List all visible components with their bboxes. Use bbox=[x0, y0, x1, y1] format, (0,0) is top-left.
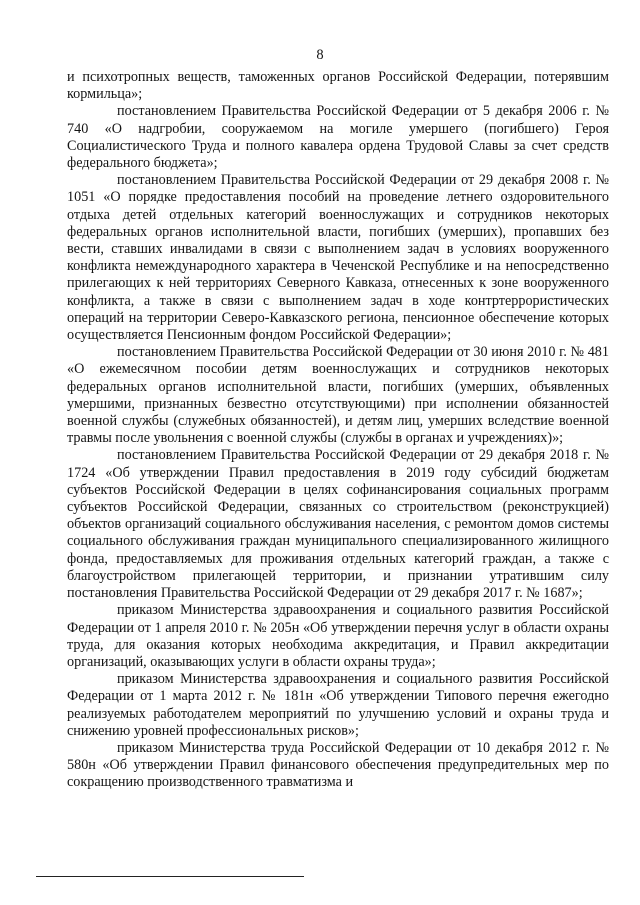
footnote-divider bbox=[36, 876, 304, 877]
paragraph-decree-1051: постановлением Правительства Российской Федерации от 29 декабря 2008 г. № 1051 «О порядке предоставления пособий на проведение летнего оздоровительного отдыха детей отдельных категорий военнослужащих и сотрудников некоторых федеральных органов исполнительной власти, погибших (умерших), пропавших без вести, ставших инвалидами в связи с выполнением задач в условиях вооруженного конфликта немеждународного характера в Чеченской Республике и на непосредственно прилегающих к ней территориях Северного Кавказа, отнесенных к зоне вооруженного конфликта, а также в связи с выполнением задач в ходе контртеррористических операций на территории Северо-Кавказского региона, пенсионное обеспечение которых осуществляется Пенсионным фондом Российской Федерации»; bbox=[67, 172, 609, 344]
paragraph-order-181n: приказом Министерства здравоохранения и социального развития Российской Федерации от 1 марта 2012 г. № 181н «Об утверждении Типового перечня ежегодно реализуемых работодателем мероприятий по улучшению условий и охраны труда и снижению уровней профессиональных рисков»; bbox=[67, 671, 609, 739]
paragraph-order-580n: приказом Министерства труда Российской Федерации от 10 декабря 2012 г. № 580н «Об утверждении Правил финансового обеспечения предупредительных мер по сокращению производственного травматизма и bbox=[67, 739, 609, 791]
paragraph-decree-1724: постановлением Правительства Российской Федерации от 29 декабря 2018 г. № 1724 «Об утверждении Правил предоставления в 2019 году субсидий бюджетам субъектов Российской Федерации в целях софинансирования социальных программ субъектов Российской Федерации, связанных со строительством (реконструкцией) объектов организаций социального обслуживания населения, с ремонтом домов системы социального обслуживания граждан муниципального специализированного жилищного фонда, предоставляемых для проживания отдельных категорий граждан, а также с благоустройством прилегающей территории, и признании утратившим силу постановления Правительства Российской Федерации от 29 декабря 2017 г. № 1687»; bbox=[67, 447, 609, 602]
document-body bbox=[67, 69, 609, 792]
paragraph-decree-740: постановлением Правительства Российской Федерации от 5 декабря 2006 г. № 740 «О надгробии, сооружаемом на могиле умершего (погибшего) Героя Социалистического Труда и полного кавалера ордена Трудовой Славы за счет средств федерального бюджета»; bbox=[67, 103, 609, 172]
paragraph-order-205n: приказом Министерства здравоохранения и социального развития Российской Федерации от 1 апреля 2010 г. № 205н «Об утверждении перечня услуг в области охраны труда, для оказания которых необходима аккредитация, и Правил аккредитации организаций, оказывающих услуги в области охраны труда»; bbox=[67, 602, 609, 670]
paragraph-decree-481: постановлением Правительства Российской Федерации от 30 июня 2010 г. № 481 «О ежемесячном пособии детям военнослужащих и сотрудников некоторых федеральных органов исполнительной власти, погибших (умерших, объявленных умершими, признанных безвестно отсутствующими) при исполнении обязанностей военной службы (служебных обязанностей), и детям лиц, умерших вследствие военной травмы после увольнения с военной службы (службы в органах и учреждениях)»; bbox=[67, 344, 609, 447]
paragraph-continuation: и психотропных веществ, таможенных органов Российской Федерации, потерявшим кормильца»; bbox=[67, 69, 609, 103]
page-number: 8 bbox=[316, 47, 324, 63]
